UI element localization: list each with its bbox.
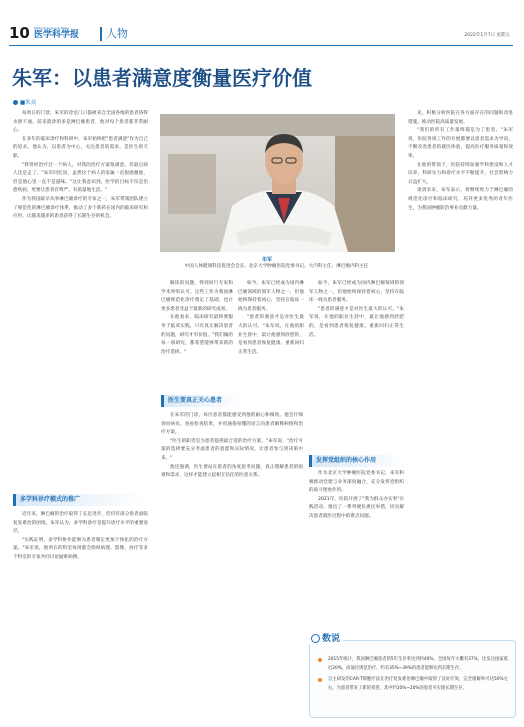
paragraph: 近年来，淋巴瘤的治疗取得了长足进步，但仍有部分患者面临复发难治的困境。朱军认为，多学科诊疗是提升诊疗水平的重要途径。 [13, 512, 148, 535]
byline [13, 98, 36, 106]
paragraph: "患者的满意才是对医生最大的认可。"朱军说，在他的职业生涯中，最让他感到欣慰的，是看到患者恢复健康、重新回归正常生活。 [309, 306, 404, 338]
paragraph: 在他看来，临床研究最终要服务于临床实践，只有真正解决患者的问题，研究才有价值。"我们做的每一项研究，都希望能够带来新的治疗选择。" [161, 315, 233, 355]
data-box-title-text: 数说 [322, 634, 341, 644]
byline-dot-icon [13, 100, 18, 105]
paragraph: "医生的职责是为患者提供最合适的治疗方案。"朱军说，"治疗方案的选择要充分考虑患者的意愿和实际情况，让患者参与到决策中来。" [161, 438, 303, 461]
article-column-1 [13, 110, 148, 490]
issue-date: 2022年1月7日 星期五 [464, 33, 510, 38]
section-divider [100, 27, 102, 41]
paragraph: 见，积极分析医院在各方面存在的问题和改进措施，推动医院高质量发展。 [408, 111, 513, 125]
article-column-3 [238, 280, 304, 392]
paragraph: "实践证明，多学科协作能够为患者制定更加个体化的治疗方案。"朱军说，他所在的科室每周都会组织病理、影像、放疗等多个科室的专家共同讨论疑难病例。 [13, 537, 148, 560]
paragraph: 谈到未来，朱军表示，将继续致力于淋巴瘤的规范化诊疗和临床研究，培养更多优秀的青年医生，为我国肿瘤防治事业贡献力量。 [408, 188, 513, 211]
article-column-1b [13, 511, 148, 721]
data-box-title [308, 631, 343, 644]
paragraph: 每周日的门诊，朱军的诊室门口都被来自全国各地的患者挤得水泄不通。前来就诊的多是淋巴瘤患者，他对每个患者都非常耐心。 [13, 111, 148, 134]
subheading-care-for-patients: 医生要真正关心患者 [161, 395, 242, 407]
article-column-2 [161, 280, 233, 392]
paragraph: 如今，朱军已经成为国内淋巴瘤领域的领军人物之一，但他始终保持着初心，坚持在临床一线为患者服务。 [309, 281, 404, 304]
paragraph: 在他的带领下，医院持续加强学科建设和人才培养，科研实力和诊疗水平不断提升，社会影响力日益扩大。 [408, 162, 513, 185]
byline-text: ■朱众 [20, 100, 37, 106]
subheading-party-role: 发挥党组织的核心作用 [309, 455, 406, 467]
data-box-body [318, 656, 508, 696]
paragraph: "我们的所有工作最终都是为了患者。"朱军说，医院各项工作的开展都要以患者需求为导向，不断改善患者的就医体验，提高医疗服务质量和效率。 [408, 128, 513, 159]
data-item-text: 自主研发的CAR-T细胞疗法在治疗复发难治淋巴瘤中取得了良好疗效，完全缓解率可达50%左右，为患者带来了新的希望，其中约10%~20%的患者可实现长期生存。 [328, 677, 508, 691]
portrait-photo [160, 114, 395, 252]
page-number: 10 [9, 24, 30, 42]
photo-caption: 中国人体健康科技促进会会长、北京大学肿瘤医院党委书记、大内科主任、淋巴瘤内科主任 [184, 264, 369, 269]
data-item [318, 656, 508, 673]
paragraph: 2021年，医院开展了"我为群众办实事"实践活动，推出了一系列便民惠民举措，切实解决患者就医过程中的难点问题。 [309, 496, 404, 519]
article-column-2b [161, 412, 303, 722]
article-column-4 [408, 110, 513, 628]
paragraph: 作为北京大学肿瘤医院党委书记，朱军积极推动党建与业务深度融合，充分发挥党组织的战斗堡垒作用。 [309, 471, 404, 494]
logo-english: Medical Sciences News [34, 26, 69, 30]
article-headline: 朱军：以患者满意度衡量医疗价值 [12, 66, 312, 90]
stats-icon [311, 634, 320, 643]
data-item [318, 676, 508, 693]
portrait-illustration [160, 114, 395, 252]
article-column-3b [309, 470, 404, 628]
paragraph: 解读的问题，得到同行专家和学术界的认可。这些工作为我国淋巴瘤规范化诊疗奠定了基础，也让更多患者受益于最新的研究成果。 [161, 281, 233, 312]
paragraph: "患者的满意才是对医生最大的认可。"朱军说，在他的职业生涯中，最让他感到欣慰的，是看到患者恢复健康、重新回归正常生活。 [238, 315, 304, 355]
section-name: 人物 [106, 27, 128, 40]
paragraph: 如今，朱军已经成为国内淋巴瘤领域的领军人物之一，但他始终保持着初心，坚持在临床一线为患者服务。 [238, 281, 304, 312]
header-rule [9, 45, 513, 46]
article-column-3a [309, 280, 404, 450]
bullet-icon [318, 678, 322, 682]
paragraph: 作为我国最早从事淋巴瘤诊疗的专家之一，朱军带领团队建立了规范化的淋巴瘤诊疗体系，推动了多个新药在国内的临床研究和应用，让越来越多的患者获得了长期生存的机会。 [13, 196, 148, 220]
data-item-text: 2015年统计，我国淋巴瘤患者的5年生存率达到约40%，全国每年大概有37%，比发达国家低近20%，而通过规范治疗，约有35%~39%的患者能够达到长期生存。 [328, 657, 508, 671]
paragraph: 他还强调，医生要站在患者的角度思考问题，真正理解患者的困难和需求，这样才能建立起相互信任的医患关系。 [161, 464, 303, 479]
paragraph: 在朱军的门诊，每位患者都能感受到他的耐心和细致。他会仔细询问病史、查看检查结果，并用通俗易懂的语言向患者解释病情和治疗方案。 [161, 413, 303, 436]
subheading-multidisciplinary: 多学科诊疗模式的推广 [13, 494, 146, 506]
bullet-icon [318, 658, 322, 662]
logo-chinese: 医学科学报 [34, 30, 80, 40]
photo-tag: 朱军 [262, 257, 273, 263]
page-header [0, 0, 524, 46]
masthead-logo [34, 26, 96, 41]
paragraph: "我曾经治疗过一个病人，对我的治疗方案很满意，但最后病人还是走了。"朱军回忆说，虽然这个病人的家属一直很感激他，但是他心里一直不是滋味。"这让我意识到，医学的目标不仅是治愈疾病，更要让患者有尊严、有质量地生活。" [13, 162, 148, 194]
paragraph: 在多年的临床诊疗和科研中，朱军始终把"患者满意"作为自己的追求。他认为，以患者为中心，关注患者的需求，是医生的天职。 [13, 136, 148, 159]
